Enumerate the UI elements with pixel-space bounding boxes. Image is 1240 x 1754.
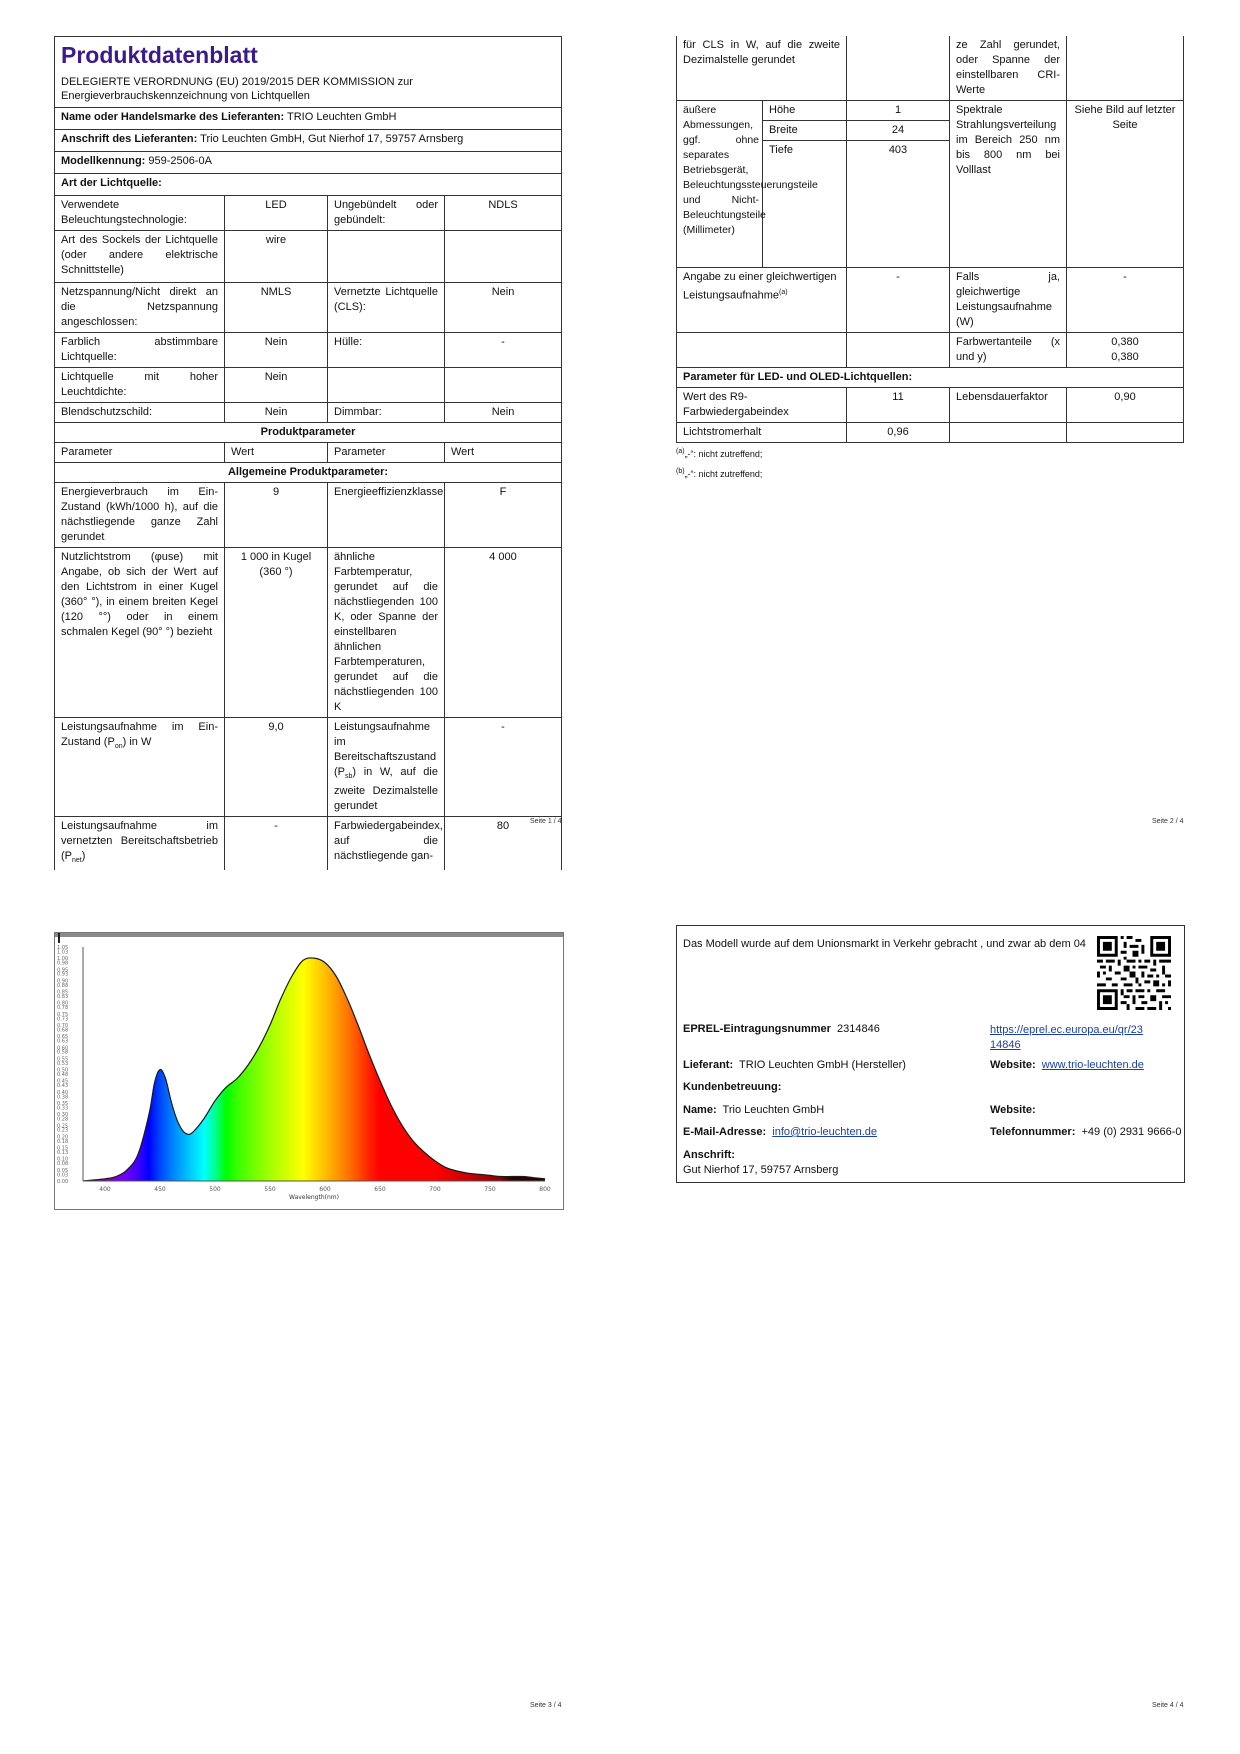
y-tick-label: 0.70 [57, 1023, 69, 1029]
y-tick-label: 0.15 [57, 1145, 69, 1152]
footnote-ref: (a) [779, 289, 788, 296]
value-cell [1067, 36, 1184, 101]
param-cell [328, 718, 445, 817]
y-tick-label: 0.83 [57, 994, 69, 1001]
y-tick-label: 0.43 [57, 1083, 69, 1090]
param-cell: Falls ja, gleichwertige Leistungsaufnahme (W) [950, 268, 1067, 333]
spectral-label: Spektrale Strahlungsverteilung im Bereich 250 nm bis 800 nm bei Volllast [950, 101, 1067, 268]
email-label: E-Mail-Adresse: [683, 1126, 767, 1138]
y-tick-label: 0.05 [57, 1167, 69, 1174]
eprel-label: EPREL-Eintragungsnummer [683, 1023, 831, 1035]
x-tick-label: 500 [209, 1186, 221, 1193]
page-number: Seite 4 / 4 [1152, 1702, 1184, 1709]
dimension-name: Breite [763, 121, 847, 141]
name-value: Trio Leuchten GmbH [722, 1104, 825, 1116]
param-cell [950, 423, 1067, 443]
y-tick-label: 0.73 [57, 1016, 69, 1023]
param-text: ) [81, 850, 86, 863]
page-1 [54, 36, 561, 870]
address-label-row [683, 1149, 735, 1161]
param-cell: Dimmbar: [328, 403, 445, 423]
param-cell [328, 231, 445, 283]
table-row [677, 333, 1184, 368]
table-row [55, 718, 562, 817]
eprel-link[interactable] [990, 1024, 1143, 1051]
spectrum-chart-frame [54, 932, 564, 1210]
eprel-link-line-2: 14846 [990, 1039, 1021, 1051]
param-cell: Verwendete Beleuchtungstechnologie: [55, 196, 225, 231]
page-subtitle: DELEGIERTE VERORDNUNG (EU) 2019/2015 DER KOMMISSION zur Energieverbrauchskennzeichnung von Lichtquellen [61, 76, 413, 102]
chart-top-bar [55, 933, 563, 937]
spectral-value: Siehe Bild auf letzter Seite [1067, 101, 1184, 268]
value-cell: 11 [847, 388, 950, 423]
y-tick-label: 0.93 [57, 971, 69, 978]
y-tick-label: 0.33 [57, 1105, 69, 1112]
table-row [55, 231, 562, 283]
address-value-row [683, 1164, 838, 1176]
value-cell: Nein [225, 333, 328, 368]
phone-value: +49 (0) 2931 9666-0 [1081, 1126, 1182, 1138]
y-tick-label: 0.85 [57, 989, 69, 996]
param-cell: Blendschutzschild: [55, 403, 225, 423]
led-params-header: Parameter für LED- und OLED-Lichtquellen: [677, 368, 1184, 388]
value-cell: - [445, 718, 562, 817]
value-cell: - [225, 817, 328, 871]
y-tick-label: 0.50 [57, 1067, 69, 1074]
x-tick-label: 800 [539, 1186, 551, 1193]
y-tick-label: 0.58 [57, 1049, 69, 1056]
column-header: Parameter [55, 443, 225, 463]
y-tick-label: 1.05 [57, 945, 69, 951]
eprel-link-line-1: https://eprel.ec.europa.eu/qr/23 [990, 1024, 1143, 1036]
spectrum-chart [55, 933, 563, 1209]
dimension-value: 403 [847, 141, 950, 268]
model-label: Modellkennung: [61, 155, 146, 167]
value-cell: wire [225, 231, 328, 283]
y-tick-label: 1.03 [57, 949, 69, 956]
y-tick-label: 0.48 [57, 1072, 69, 1079]
param-text: Leistungsaufnahme im vernetzten Bereitschaftsbetrieb (P [61, 820, 218, 863]
value-cell: Nein [445, 283, 562, 333]
email-link[interactable]: info@trio-leuchten.de [772, 1126, 877, 1138]
column-header-row [55, 443, 562, 463]
y-tick-label: 0.30 [57, 1112, 69, 1119]
supplier-value: TRIO Leuchten GmbH [287, 111, 397, 123]
param-text: Angabe zu einer gleichwertigen Leistungsaufnahme [683, 271, 837, 302]
param-cell: Netzspannung/Nicht direkt an die Netzspannung angeschlossen: [55, 283, 225, 333]
light-source-type-header: Art der Lichtquelle: [55, 174, 562, 196]
param-cell [328, 368, 445, 403]
page-2 [676, 36, 1183, 481]
product-params-header: Produktparameter [55, 423, 562, 443]
x-tick-label: 650 [374, 1186, 386, 1193]
param-cell: für CLS in W, auf die zweite Dezimalstelle gerundet [677, 36, 847, 101]
value-cell: 9,0 [225, 718, 328, 817]
table-row [677, 268, 1184, 333]
website2-label: Website: [990, 1104, 1036, 1116]
dimension-value: 1 [847, 101, 950, 121]
y-tick-label: 0.10 [57, 1156, 69, 1163]
phone-row [990, 1126, 1181, 1138]
address-value: Trio Leuchten GmbH, Gut Nierhof 17, 59757 Arnsberg [200, 133, 464, 145]
table-row [55, 333, 562, 368]
param-subscript: net [72, 857, 82, 865]
y-tick-label: 0.00 [57, 1179, 69, 1185]
page-number: Seite 1 / 4 [530, 818, 562, 825]
x-axis-label: Wavelength(nm) [289, 1194, 339, 1201]
page-2-table [676, 36, 1184, 443]
x-tick-label: 700 [429, 1186, 441, 1193]
footnote-marker: (b) [676, 468, 685, 475]
value-cell [847, 333, 950, 368]
param-cell: ze Zahl gerundet, oder Spanne der einstellbaren CRI-Werte [950, 36, 1067, 101]
value-cell: 4 000 [445, 548, 562, 718]
param-subscript: on [114, 743, 123, 751]
param-text: Leistungsaufnahme im Bereitschaftszustand (P [334, 721, 437, 778]
chroma-x-value: 0,380 [1111, 336, 1139, 348]
eprel-link-block [990, 1023, 1143, 1053]
website-row [990, 1059, 1144, 1071]
value-cell: 1 000 in Kugel (360 °) [225, 548, 328, 718]
y-tick-label: 0.08 [57, 1161, 69, 1168]
param-subscript: sb [345, 773, 353, 781]
spectrum-area [83, 958, 545, 1181]
y-tick-label: 0.28 [57, 1116, 69, 1123]
param-cell: ähnliche Farbtemperatur, gerundet auf die nächstliegenden 100 K, oder Spanne der einstellbaren ähnlichen Farbtemperaturen, gerundet auf die nächstliegenden 100 K [328, 548, 445, 718]
y-tick-label: 0.88 [57, 982, 69, 989]
value-cell: F [445, 483, 562, 548]
chroma-y-value: 0,380 [1111, 351, 1139, 363]
y-tick-label: 0.68 [57, 1027, 69, 1034]
column-header: Wert [225, 443, 328, 463]
table-row [55, 368, 562, 403]
param-cell [55, 817, 225, 871]
value-cell: - [1067, 268, 1184, 333]
column-header: Parameter [328, 443, 445, 463]
name-label: Name: [683, 1104, 717, 1116]
x-tick-label: 750 [484, 1186, 496, 1193]
value-cell [1067, 333, 1184, 368]
phone-label: Telefonnummer: [990, 1126, 1076, 1138]
dimension-name: Tiefe [763, 141, 847, 268]
table-row [55, 403, 562, 423]
product-info-box [676, 925, 1185, 1183]
y-tick-label: 0.65 [57, 1034, 69, 1041]
param-cell: Lebensdauerfaktor [950, 388, 1067, 423]
dimension-name: Höhe [763, 101, 847, 121]
param-cell: Ungebündelt oder gebündelt: [328, 196, 445, 231]
model-value: 959-2506-0A [148, 155, 212, 167]
y-tick-label: 0.18 [57, 1138, 69, 1145]
value-cell [1067, 423, 1184, 443]
table-row [677, 101, 1184, 121]
x-tick-label: 600 [319, 1186, 331, 1193]
y-tick-label: 1.00 [57, 956, 69, 963]
param-cell: Farbwertanteile (x und y) [950, 333, 1067, 368]
table-row [677, 388, 1184, 423]
page-1-table [54, 36, 562, 870]
email-row [683, 1126, 877, 1138]
supplier-label: Lieferant: [683, 1059, 734, 1071]
footnote-b [676, 465, 1183, 481]
y-tick-label: 0.23 [57, 1127, 69, 1134]
y-tick-label: 0.13 [57, 1150, 69, 1157]
param-cell: Wert des R9-Farbwiedergabeindex [677, 388, 847, 423]
param-text: Leistungsaufnahme im Ein-Zustand (P [61, 721, 218, 748]
eprel-row [683, 1023, 880, 1035]
param-text: ) in W, auf die zweite Dezimalstelle gerundet [334, 766, 438, 813]
value-cell [445, 368, 562, 403]
customer-service-label: Kundenbetreuung: [683, 1081, 782, 1093]
y-tick-label: 0.35 [57, 1101, 69, 1107]
value-cell [847, 36, 950, 101]
value-cell: 9 [225, 483, 328, 548]
footnote-text: „-“: nicht zutreffend; [684, 469, 763, 479]
page-title: Produktdatenblatt [61, 42, 258, 68]
y-tick-label: 0.60 [57, 1045, 69, 1052]
value-cell: Nein [445, 403, 562, 423]
param-cell: Farblich abstimmbare Lichtquelle: [55, 333, 225, 368]
value-cell: LED [225, 196, 328, 231]
column-header: Wert [445, 443, 562, 463]
param-cell: Art des Sockels der Lichtquelle (oder andere elektrische Schnittstelle) [55, 231, 225, 283]
value-cell: NMLS [225, 283, 328, 333]
param-text: ) in W [122, 736, 152, 748]
param-cell [677, 333, 847, 368]
table-row [55, 548, 562, 718]
y-tick-label: 0.55 [57, 1056, 69, 1063]
y-tick-label: 0.38 [57, 1094, 69, 1101]
y-tick-label: 0.78 [57, 1005, 69, 1012]
name-row [683, 1104, 824, 1116]
supplier-row [683, 1059, 906, 1071]
website-link[interactable]: www.trio-leuchten.de [1041, 1059, 1144, 1071]
y-tick-label: 0.20 [57, 1134, 69, 1141]
value-cell: Nein [225, 368, 328, 403]
x-tick-label: 450 [154, 1186, 166, 1193]
param-cell: Hülle: [328, 333, 445, 368]
footnote-text: „-“: nicht zutreffend; [684, 449, 763, 459]
website-label: Website: [990, 1059, 1036, 1071]
page-number: Seite 2 / 4 [1152, 818, 1184, 825]
param-cell: Lichtquelle mit hoher Leuchtdichte: [55, 368, 225, 403]
y-tick-label: 0.45 [57, 1078, 69, 1085]
table-row [55, 196, 562, 231]
value-cell: 0,96 [847, 423, 950, 443]
footnote-a [676, 445, 1183, 461]
value-cell: 0,90 [1067, 388, 1184, 423]
address-label: Anschrift: [683, 1149, 735, 1161]
y-tick-label: 0.98 [57, 960, 69, 967]
y-tick-label: 0.63 [57, 1038, 69, 1045]
value-cell: - [847, 268, 950, 333]
param-cell [677, 268, 847, 333]
footnote-marker: (a) [676, 448, 685, 455]
table-row [55, 283, 562, 333]
eprel-value: 2314846 [837, 1023, 880, 1035]
market-date-text: Das Modell wurde auf dem Unionsmarkt in Verkehr gebracht , und zwar ab dem 04 [683, 938, 1086, 950]
value-cell: 80 [445, 817, 562, 871]
param-cell: Energieeffizienzklasse [328, 483, 445, 548]
value-cell [445, 231, 562, 283]
param-cell [55, 718, 225, 817]
website2-row [990, 1104, 1036, 1116]
customer-service-row [683, 1081, 781, 1093]
address-value: Gut Nierhof 17, 59757 Arnsberg [683, 1164, 839, 1176]
y-tick-label: 0.03 [57, 1172, 69, 1179]
x-tick-label: 400 [99, 1186, 111, 1193]
value-cell: NDLS [445, 196, 562, 231]
y-tick-label: 0.53 [57, 1060, 69, 1067]
supplier-label: Name oder Handelsmarke des Lieferanten: [61, 111, 285, 123]
x-tick-label: 550 [264, 1186, 276, 1193]
param-cell: Farbwiedergabeindex, auf die nächstliegende gan- [328, 817, 445, 871]
y-tick-label: 0.75 [57, 1011, 69, 1018]
y-tick-label: 0.40 [57, 1089, 69, 1096]
table-row [677, 36, 1184, 101]
table-row [677, 423, 1184, 443]
param-cell: Energieverbrauch im Ein-Zustand (kWh/1000 h), auf die nächstliegende ganze Zahl gerundet [55, 483, 225, 548]
value-cell: - [445, 333, 562, 368]
y-tick-label: 0.80 [57, 1000, 69, 1007]
dimension-value: 24 [847, 121, 950, 141]
qr-code-icon[interactable] [1097, 936, 1171, 1010]
y-tick-label: 0.25 [57, 1123, 69, 1130]
address-label: Anschrift des Lieferanten: [61, 133, 198, 145]
table-row [55, 817, 562, 871]
param-cell: Nutzlichtstrom (φuse) mit Angabe, ob sich der Wert auf den Lichtstrom in einer Kugel (360° °), in einem breiten Kegel (120 °°) oder in einem schmalen Kegel (90° °) bezieht [55, 548, 225, 718]
y-tick-label: 0.90 [57, 978, 69, 985]
value-cell: Nein [225, 403, 328, 423]
table-row [55, 483, 562, 548]
dimensions-label: äußere Abmessungen, ggf. ohne separates Betriebsgerät, Beleuchtungssteuerungsteile und Nicht-Beleuchtungsteile (Millimeter) [677, 101, 763, 268]
y-tick-label: 0.95 [57, 967, 69, 974]
param-cell: Lichtstromerhalt [677, 423, 847, 443]
page-number: Seite 3 / 4 [530, 1702, 562, 1709]
supplier-value: TRIO Leuchten GmbH (Hersteller) [739, 1059, 906, 1071]
general-params-header: Allgemeine Produktparameter: [55, 463, 562, 483]
param-cell: Vernetzte Lichtquelle (CLS): [328, 283, 445, 333]
